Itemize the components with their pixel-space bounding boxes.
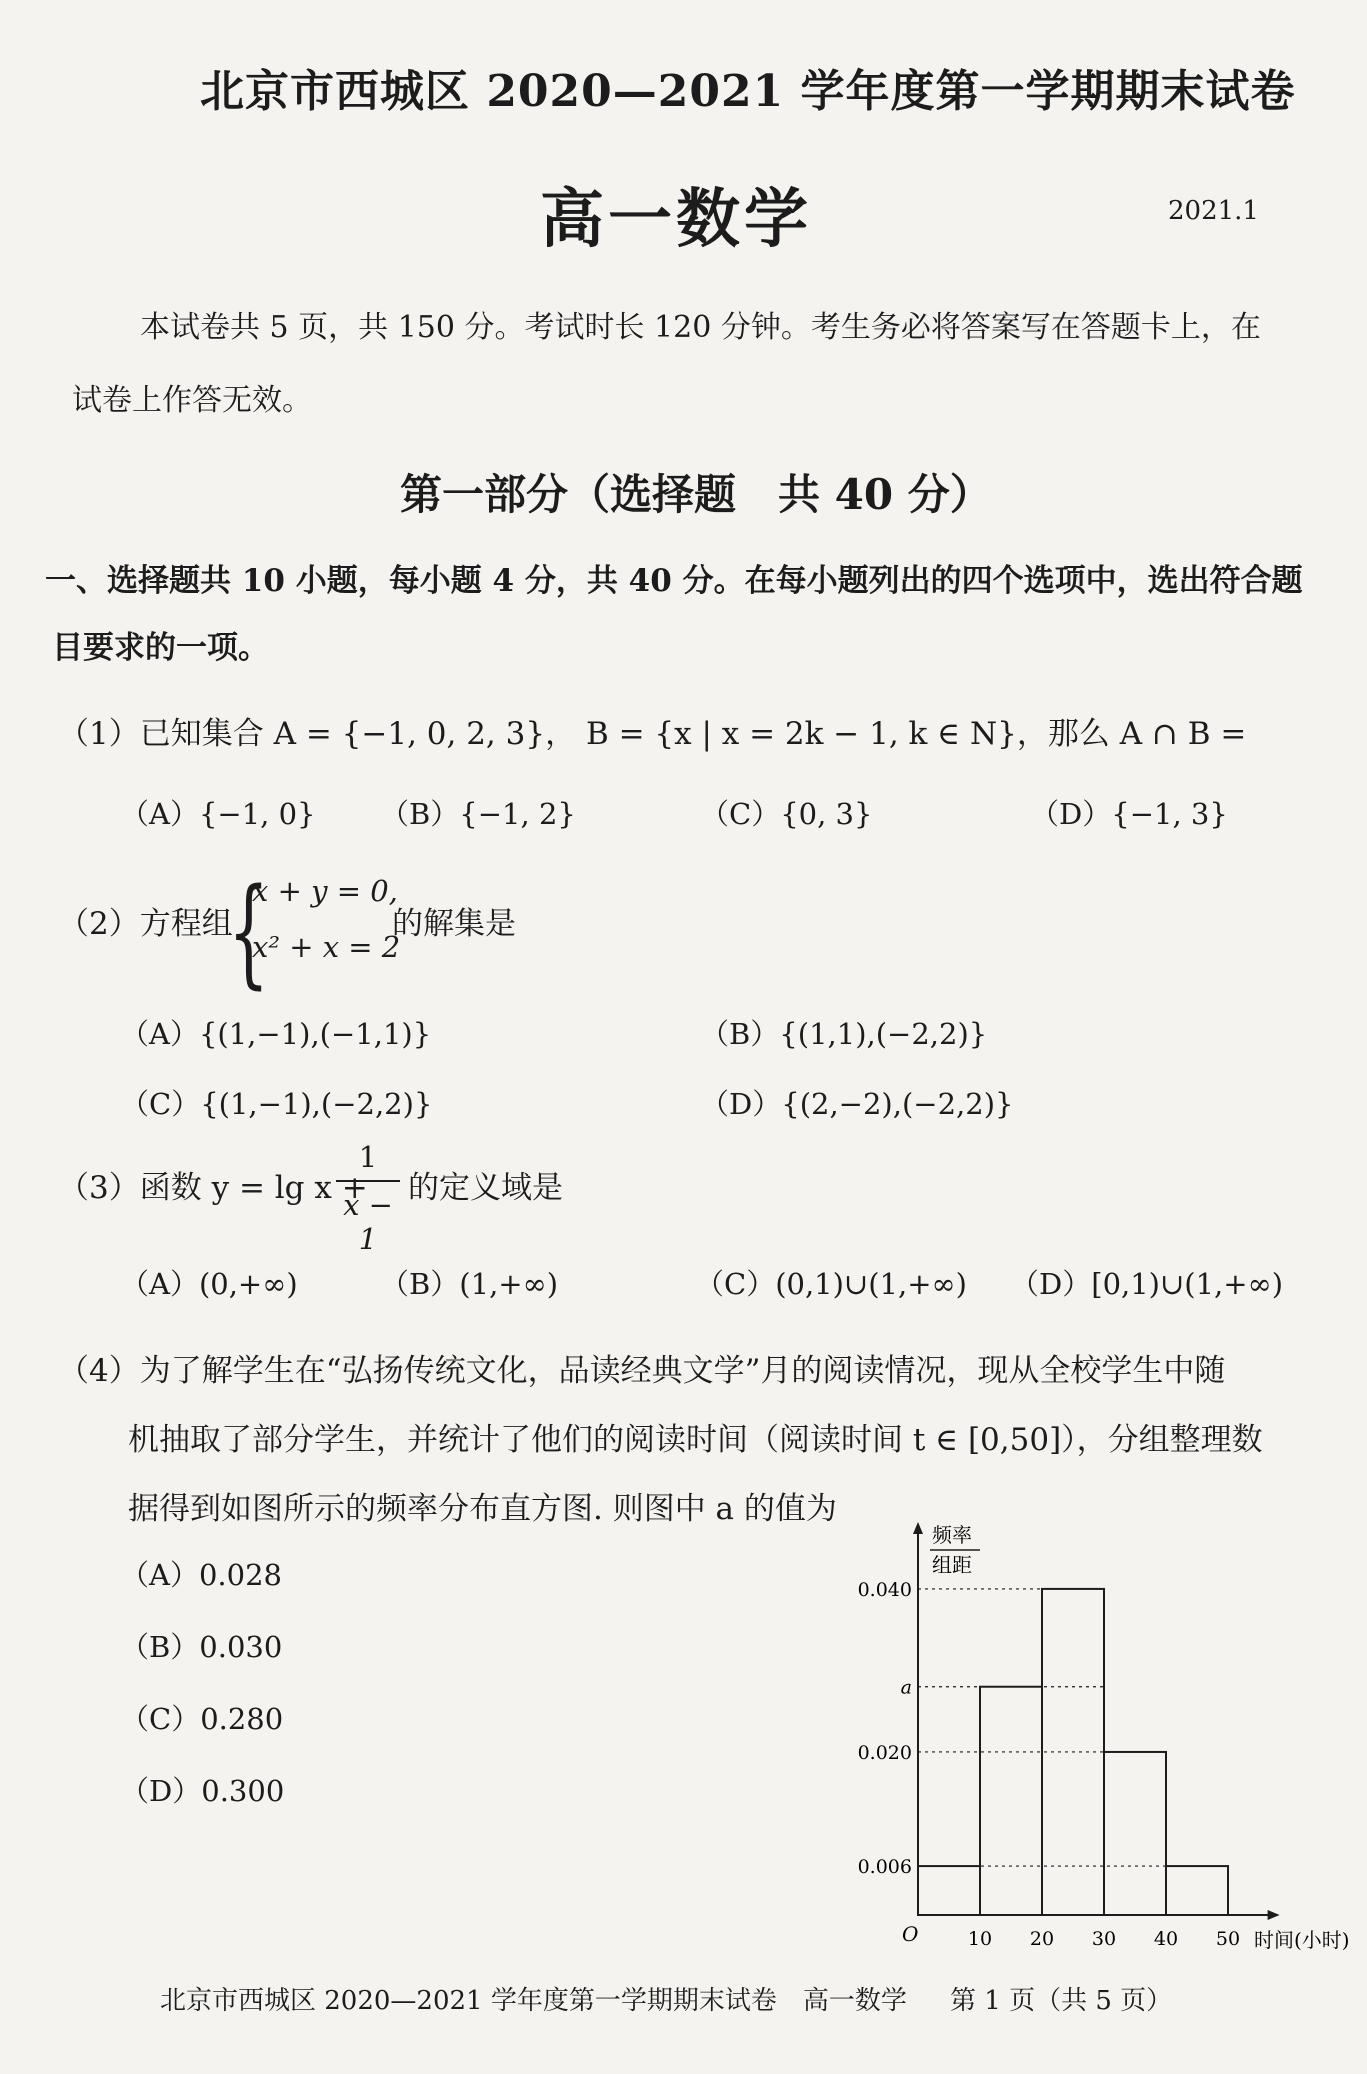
x-tick-label: 10 [967,1928,993,1950]
brace-symbol: { [228,862,270,1000]
intro-line-1: 本试卷共 5 页，共 150 分。考试时长 120 分钟。考生务必将答案写在答题卡上，在 [140,310,1261,345]
section-instruction-line-2: 目要求的一项。 [52,630,269,666]
question-3-option-c: （C）(0,1)∪(1,+∞) [695,1267,967,1301]
question-2-option-a: （A）{(1,−1),(−1,1)} [120,1017,432,1051]
x-tick-label: 30 [1091,1928,1117,1950]
footer-exam-title: 北京市西城区 2020—2021 学年度第一学期期末试卷 高一数学 [160,1986,907,2016]
y-tick-label: 0.006 [857,1856,912,1879]
question-3-option-a: （A）(0,+∞) [120,1267,298,1301]
footer-page-number: 第 1 页（共 5 页） [950,1986,1173,2016]
question-2-stem-prefix: （2）方程组 [58,906,233,942]
equation-line-1: x + y = 0, [252,874,398,908]
question-1-option-c: （C）{0, 3} [700,797,873,831]
question-4-option-a: （A）0.028 [120,1558,282,1592]
section-instruction-line-1: 一、选择题共 10 小题，每小题 4 分，共 40 分。在每小题列出的四个选项中，选出符合题 [45,563,1303,599]
fraction-bar [336,1180,400,1182]
question-4-stem-line-3: 据得到如图所示的频率分布直方图. 则图中 a 的值为 [128,1491,837,1527]
question-2-option-c: （C）{(1,−1),(−2,2)} [120,1087,433,1121]
y-tick-label: 0.040 [857,1578,912,1601]
question-2-option-d: （D）{(2,−2),(−2,2)} [700,1087,1014,1121]
equation-line-2: x² + x = 2 [252,930,401,964]
x-tick-label: 20 [1029,1928,1055,1950]
histogram-bar-5 [1166,1866,1228,1915]
question-2-option-b: （B）{(1,1),(−2,2)} [700,1017,988,1051]
histogram-bar-4 [1104,1752,1166,1915]
question-4-option-d: （D）0.300 [120,1774,285,1808]
exam-date: 2021.1 [1168,196,1259,226]
x-axis-label: 时间(小时) [1254,1928,1350,1952]
question-1-option-b: （B）{−1, 2} [380,797,576,831]
y-tick-label: a [900,1676,912,1699]
histogram-bar-2 [980,1687,1042,1915]
fraction-numerator: 1 [358,1140,378,1174]
question-2-stem-suffix: 的解集是 [392,906,516,942]
question-1-option-a: （A）{−1, 0} [120,797,316,831]
question-3-option-d: （D）[0,1)∪(1,+∞) [1010,1267,1284,1301]
y-axis-label-denominator: 组距 [932,1553,972,1577]
y-tick-label: 0.020 [857,1741,912,1764]
y-axis-arrow [913,1522,923,1534]
histogram-bar-1 [918,1866,980,1915]
fraction-denominator: x − 1 [343,1188,393,1256]
subject-title: 高一数学 [540,182,812,257]
question-4-option-c: （C）0.280 [120,1702,284,1736]
question-1-stem: （1）已知集合 A = {−1, 0, 2, 3}， B = {x | x = 2k − 1, k ∈ N}，那么 A ∩ B = [58,716,1247,752]
question-4-stem-line-1: （4）为了解学生在“弘扬传统文化，品读经典文学”月的阅读情况，现从全校学生中随 [58,1353,1226,1389]
intro-line-2: 试卷上作答无效。 [72,383,312,418]
x-axis-arrow [1268,1910,1280,1920]
frequency-histogram [840,1520,1350,1960]
part-heading: 第一部分（选择题 共 40 分） [400,470,992,519]
x-tick-label: 50 [1215,1928,1241,1950]
question-1-option-d: （D）{−1, 3} [1030,797,1228,831]
question-3-option-b: （B）(1,+∞) [380,1267,559,1301]
question-4-option-b: （B）0.030 [120,1630,283,1664]
question-3-stem-suffix: 的定义域是 [408,1170,563,1206]
question-3-stem-prefix: （3）函数 y = lg x + [58,1170,368,1206]
exam-header-title: 北京市西城区 2020—2021 学年度第一学期期末试卷 [200,66,1296,117]
origin-label: O [902,1922,919,1946]
question-4-stem-line-2: 机抽取了部分学生，并统计了他们的阅读时间（阅读时间 t ∈ [0,50]），分组整理数 [128,1422,1263,1458]
y-axis-label-numerator: 频率 [932,1523,972,1547]
x-tick-label: 40 [1153,1928,1179,1950]
